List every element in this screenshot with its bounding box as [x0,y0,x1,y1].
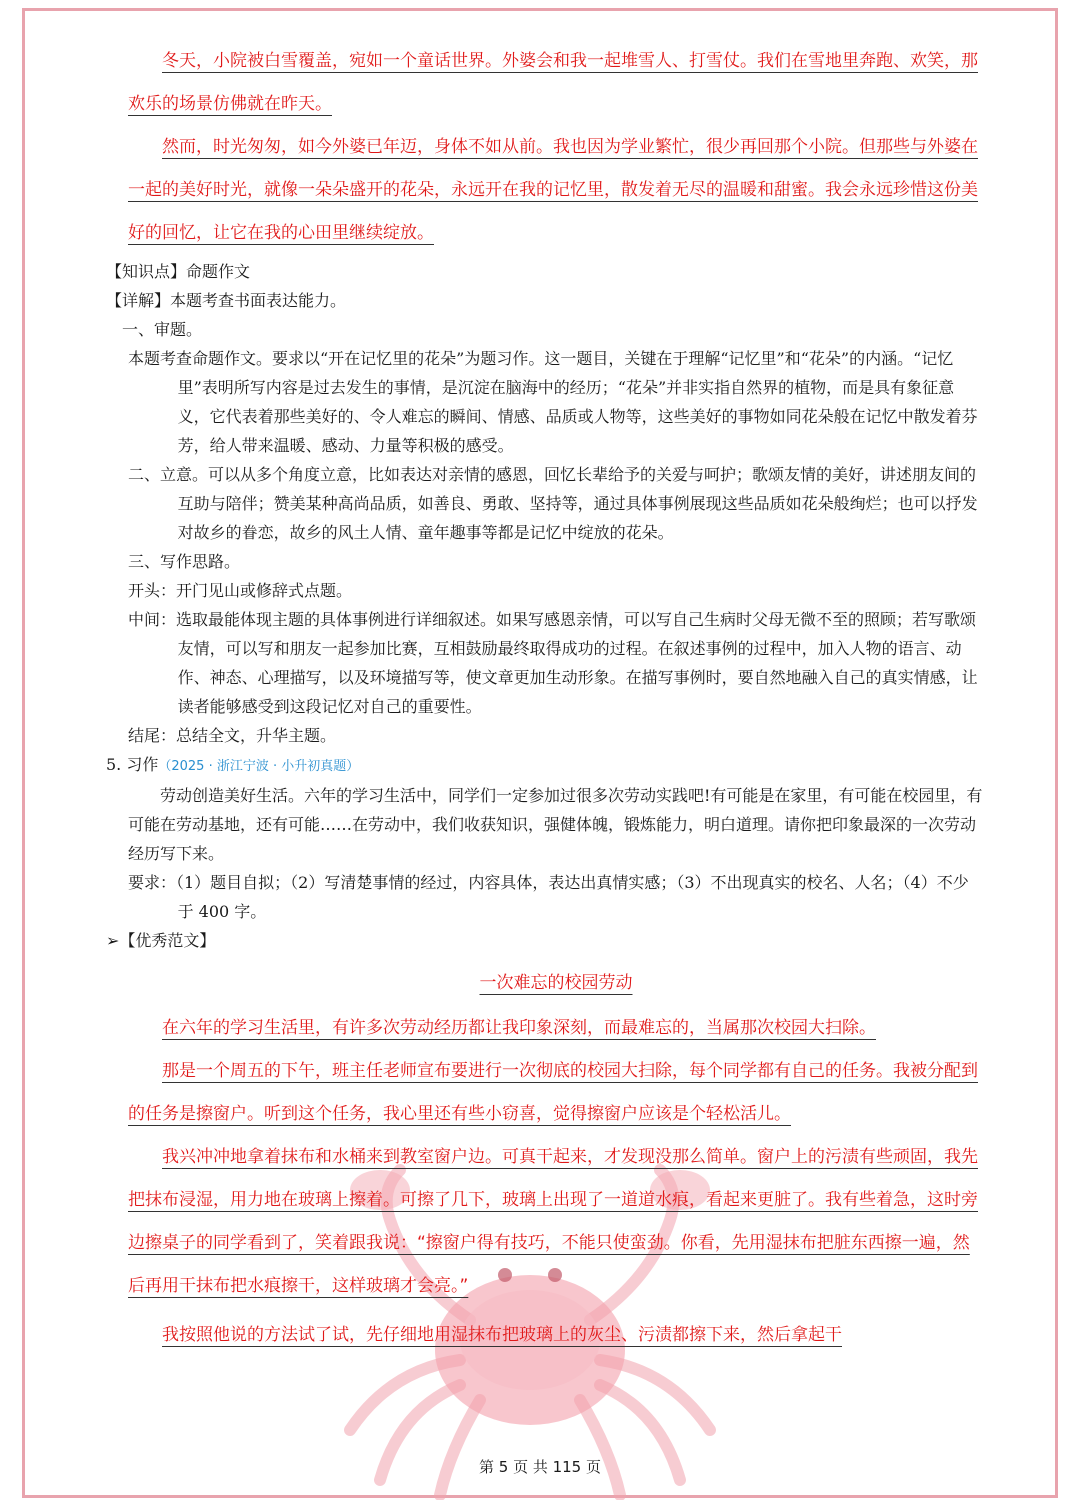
essay-top-paragraph-2: 然而，时光匆匆，如今外婆已年迈，身体不如从前。我也因为学业繁忙，很少再回那个小院。但那些与外婆在一起的美好时光，就像一朵朵盛开的花朵，永远开在我的记忆里，散发着无尽的温暖和甜蜜。我会永远珍惜这份美好的回忆，让它在我的心田里继续绽放。 [128,137,978,243]
sample-essay-paragraph-2: 那是一个周五的下午，班主任老师宣布要进行一次彻底的校园大扫除，每个同学都有自己的任务。我被分配到的任务是擦窗户。听到这个任务，我心里还有些小窃喜，觉得擦窗户应该是个轻松活儿。 [128,1061,978,1124]
writing-opening: 开头：开门见山或修辞式点题。 [128,581,353,600]
question-5-requirements: 要求：（1）题目自拟；（2）写清楚事情的经过，内容具体，表达出真情实感；（3）不出现真实的校名、人名；（4）不少于 400 字。 [128,873,969,921]
question-5-heading [106,750,984,781]
question-5-prompt: 劳动创造美好生活。六年的学习生活中，同学们一定参加过很多次劳动实践吧!有可能是在家里，有可能在校园里，有可能在劳动基地，还有可能……在劳动中，我们收获知识，强健体魄，锻炼能力，明白道理。请你把印象最深的一次劳动经历写下来。 [128,786,983,863]
detail-heading: 【详解】本题考查书面表达能力。 [106,291,347,310]
page-number: 第 5 页 共 115 页 [478,1458,601,1476]
section-1-title: 一、审题。 [122,320,203,339]
writing-ending: 结尾：总结全文，升华主题。 [128,726,337,745]
section-1-body: 本题考查命题作文。要求以“开在记忆里的花朵”为题习作。这一题目，关键在于理解“记忆里”和“花朵”的内涵。“记忆里”表明所写内容是过去发生的事情，是沉淀在脑海中的经历；“花朵”并非实指自然界的植物，而是具有象征意义，它代表着那些美好的、令人难忘的瞬间、情感、品质或人物等，这些美好的事物如同花朵般在记忆中散发着芬芳，给人带来温暖、感动、力量等积极的感受。 [128,349,978,455]
sample-essay-title: 一次难忘的校园劳动 [479,973,633,993]
knowledge-point: 【知识点】命题作文 [106,262,251,281]
writing-middle: 中间：选取最能体现主题的具体事例进行详细叙述。如果写感恩亲情，可以写自己生病时父母无微不至的照顾；若写歌颂友情，可以写和朋友一起参加比赛，互相鼓励最终取得成功的过程。在叙述事例的过程中，加入人物的语言、动作、神态、心理描写，以及环境描写等，使文章更加生动形象。在描写事例时，要自然地融入自己的真实情感，让读者能够感受到这段记忆对自己的重要性。 [128,610,978,716]
sample-essay-label: ➢【优秀范文】 [106,931,216,950]
sample-essay-paragraph-3: 我兴冲冲地拿着抹布和水桶来到教室窗户边。可真干起来，才发现没那么简单。窗户上的污渍有些顽固，我先把抹布浸湿，用力地在玻璃上擦着。可擦了几下，玻璃上出现了一道道水痕，看起来更脏了。我有些着急，这时旁边擦桌子的同学看到了，笑着跟我说：“擦窗户得有技巧，不能只使蛮劲。你看，先用湿抹布把脏东西擦一遍，然后再用干抹布把水痕擦干，这样玻璃才会亮。” [128,1147,978,1296]
sample-essay-paragraph-4: 我按照他说的方法试了试，先仔细地用湿抹布把玻璃上的灰尘、污渍都擦下来，然后拿起干 [162,1325,842,1345]
sample-essay-paragraph-1: 在六年的学习生活里，有许多次劳动经历都让我印象深刻，而最难忘的，当属那次校园大扫除。 [162,1018,876,1038]
section-3-title: 三、写作思路。 [128,552,241,571]
section-2: 二、立意。可以从多个角度立意，比如表达对亲情的感恩，回忆长辈给予的关爱与呵护；歌颂友情的美好，讲述朋友间的互助与陪伴；赞美某种高尚品质，如善良、勇敢、坚持等，通过具体事例展现这些品质如花朵般绚烂；也可以抒发对故乡的眷恋，故乡的风土人情、童年趣事等都是记忆中绽放的花朵。 [128,465,978,542]
question-5-label: 5. 习作 [106,755,159,774]
page-content [106,40,984,1357]
question-5-source: （2025 · 浙江宁波 · 小升初真题） [158,759,360,774]
essay-top-paragraph-1: 冬天，小院被白雪覆盖，宛如一个童话世界。外婆会和我一起堆雪人、打雪仗。我们在雪地里奔跑、欢笑，那欢乐的场景仿佛就在昨天。 [128,51,978,114]
